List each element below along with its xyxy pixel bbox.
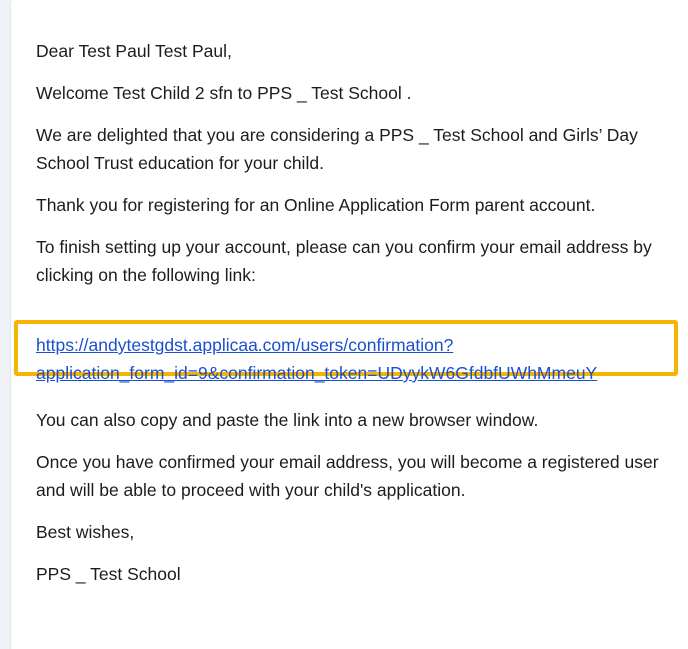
confirmation-link-line1[interactable]: https://andytestgdst.applicaa.com/users/confirmation? <box>36 335 454 355</box>
delighted-paragraph: We are delighted that you are considering a PPS _ Test School and Girls’ Day School Trust education for your child. <box>36 125 638 173</box>
email-message <box>10 0 688 649</box>
copy-paste-paragraph: You can also copy and paste the link into a new browser window. <box>36 410 539 430</box>
greeting: Dear Test Paul Test Paul, <box>36 41 232 61</box>
confirmation-link[interactable] <box>36 331 686 387</box>
instructions-paragraph: To finish setting up your account, please can you confirm your email address by clicking on the following link: <box>36 237 652 285</box>
once-confirmed-paragraph: Once you have confirmed your email address, you will become a registered user and will be able to proceed with your child's application. <box>36 452 659 500</box>
sign-off: Best wishes, <box>36 522 135 542</box>
email-body-continued <box>36 406 686 602</box>
welcome-line: Welcome Test Child 2 sfn to PPS _ Test School . <box>36 83 412 103</box>
thanks-paragraph: Thank you for registering for an Online Application Form parent account. <box>36 195 596 215</box>
signature: PPS _ Test School <box>36 564 181 584</box>
confirmation-link-line2[interactable]: application_form_id=9&confirmation_token=UDyykW6GfdbfUWhMmeuY <box>36 363 598 383</box>
email-body <box>36 37 686 303</box>
